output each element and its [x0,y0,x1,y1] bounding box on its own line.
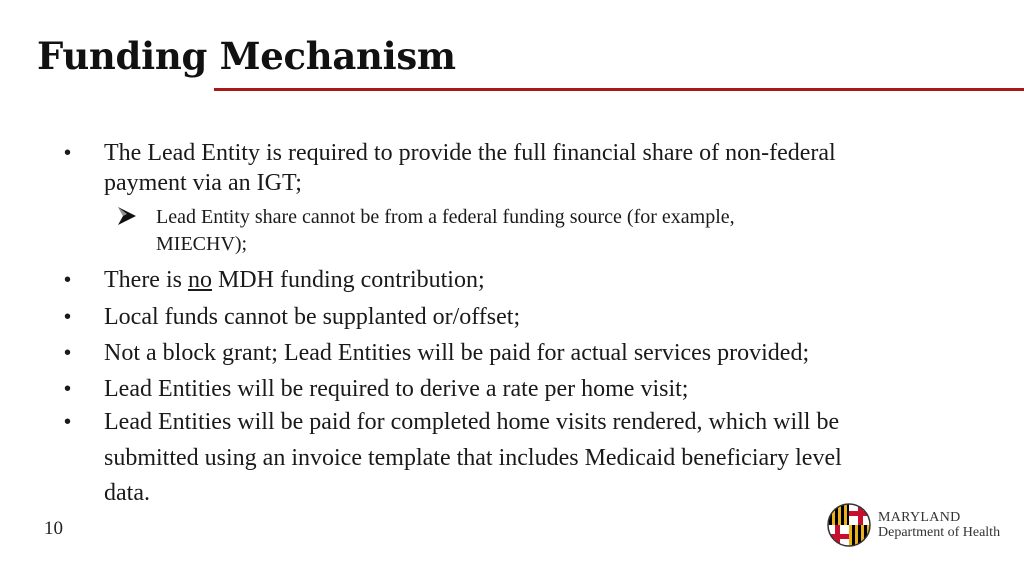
bullet-text: Not a block grant; Lead Entities will be paid for actual services provided; [104,340,810,366]
slide-title: Funding Mechanism [37,34,456,78]
bullet-text: Lead Entities will be required to derive a rate per home visit; [104,376,689,402]
bullet-text: submitted using an invoice template that includes Medicaid beneficiary level [104,445,842,471]
sub-bullet-text: Lead Entity share cannot be from a federal funding source (for example, [156,206,735,228]
slide-number: 10 [44,518,63,539]
logo-line-maryland: MARYLAND [878,510,961,525]
bullet-text: The Lead Entity is required to provide the full financial share of non-federal [104,140,836,166]
arrow-bullet-icon [116,205,138,227]
bullet-item-continuation [104,443,964,473]
bullet-item [104,265,964,295]
maryland-flag-seal-icon [826,502,872,548]
bullet-text: Lead Entities will be paid for completed home visits rendered, which will be [104,409,840,435]
logo-line-department: Department of Health [878,525,1001,540]
bullet-emphasis-underlined: no [187,267,212,293]
bullet-text-prefix: There is [104,267,188,293]
bullet-item [104,302,964,332]
bullet-item-continuation [104,168,964,198]
bullet-item [104,407,964,437]
bullet-item [104,374,964,404]
bullet-text: Local funds cannot be supplanted or/offset; [104,304,521,330]
bullet-text: payment via an IGT; [104,170,302,196]
bullet-text-suffix: MDH funding contribution; [211,267,485,293]
bullet-item [104,138,964,168]
maryland-health-logo [826,502,1016,550]
sub-bullet-text: MIECHV); [156,233,248,255]
logo-wordmark [878,510,1000,541]
bullet-text: data. [104,480,150,506]
bullet-item [104,338,964,368]
